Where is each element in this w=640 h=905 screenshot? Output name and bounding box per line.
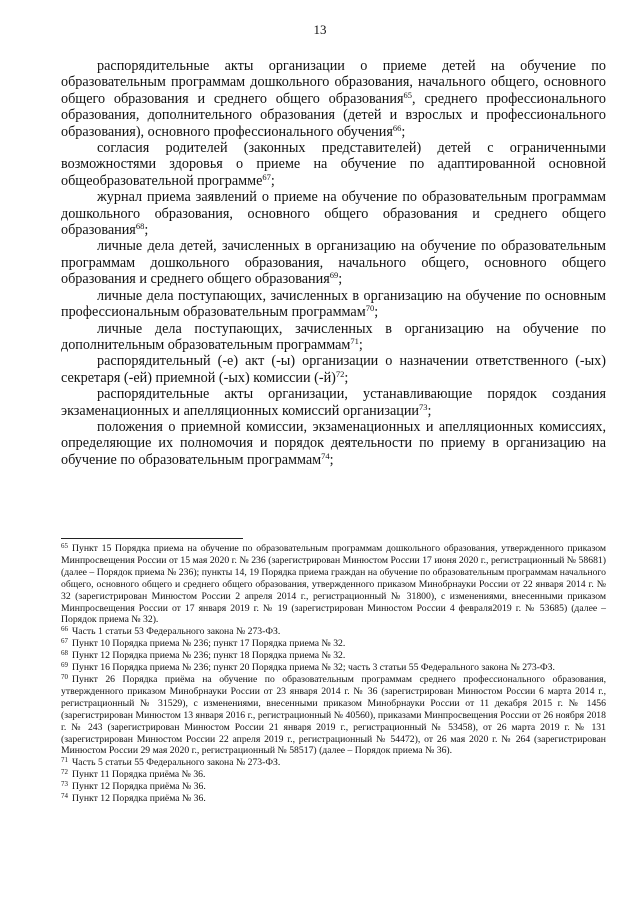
footnote-mark: 68 bbox=[61, 649, 68, 658]
footnote: $^{71}$ Часть 5 статьи 55 Федерального закона № 273-ФЗ. bbox=[61, 756, 281, 769]
footnote-ref: 67 bbox=[262, 171, 271, 182]
paragraph: распорядительный (-е) акт (-ы) организации о назначении ответственного (-ых) секретаря (-ей) приемной (-ых) комиссии $(-й)^{72}$; bbox=[61, 353, 606, 386]
paragraph: личные дела детей, зачисленных в организацию на обучение по образовательным программам дошкольного образования, начального общего, основного общего образования и среднего общего образования$^{69}$; bbox=[61, 238, 606, 288]
footnote-mark: 71 bbox=[61, 756, 68, 765]
footnote-mark: 66 bbox=[61, 625, 68, 634]
paragraph: журнал приема заявлений о приеме на обучение по образовательным программам дошкольного образования, основного общего образования и среднего общего образования$^{68}$; bbox=[61, 189, 606, 239]
footnote: $^{70}$ Пункт 26 Порядка приёма на обучение по образовательным программам среднего профессионального образования, утвержденного приказом Минобрнауки России от 23 января 2014 г. № 36 (зарегистрирован Минюстом России 6 марта 2014 г., регистрационный № 31529), с изменениями, внесенными приказом Минобрнауки России от 11 декабря 2015 г. № 1456 (зарегистрирован Минюстом 13 января 2016 г., регистрационный № 40560), приказами Минпросвещения России от 26 ноября 2018 г. № 243 (зарегистрирован Минюстом России 21 января 2019 г., регистрационный № 53458), от 26 марта 2019 г. № 131 (зарегистрирован Минюстом России 22 апреля 2019 г., регистрационный № 54472), от 26 мая 2020 г. № 264 (зарегистрирован Минюстом России 29 мая 2020 г., регистрационный № 58517) (далее – Порядок приема № 36). bbox=[61, 672, 606, 757]
footnote: $^{72}$ Пункт 11 Порядка приёма № 36. bbox=[61, 768, 206, 781]
footnote-mark: 65 bbox=[61, 542, 68, 550]
footnote: $^{67}$ Пункт 10 Порядка приема № 236; пункт 17 Порядка приема № 32. bbox=[61, 637, 346, 650]
page-number: 13 bbox=[313, 22, 327, 37]
footnote: $^{73}$ Пункт 12 Порядка приёма № 36. bbox=[61, 780, 206, 793]
footnote: $^{66}$ Часть 1 статьи 53 Федерального закона № 273-ФЗ. bbox=[61, 625, 281, 638]
footnote: $^{68}$ Пункт 12 Порядка приема № 236; пункт 18 Порядка приема № 32. bbox=[61, 649, 346, 662]
footnote-mark: 73 bbox=[61, 780, 68, 789]
footnote: $^{65}$ Пункт 15 Порядка приема на обучение по образовательным программам дошкольного образования, утвержденного приказом Минпросвещения России от 15 мая 2020 г. № 236 (зарегистрирован Минюстом России 17 июня 2020 г., регистрационный № 58681) (далее – Порядок приема № 236); пункты 14, 19 Порядка приема граждан на обучение по образовательным программам начального общего, основного общего и среднего общего образования, утвержденного приказом Минобрнауки России от 22 января 2014 г. № 32 (зарегистрирован Минюстом России 2 апреля 2014 г., регистрационный № 31800), с изменениями, внесенными приказом Минпросвещения России от 17 января 2019 г. № 19 (зарегистрирован Минюстом России 4 февраля2019 г. № 53685) (далее – Порядок приема № 32). bbox=[61, 542, 606, 626]
footnote-ref: 70 bbox=[365, 303, 375, 314]
footnote-ref: 68 bbox=[135, 221, 145, 232]
footnote-mark: 70 bbox=[61, 672, 68, 681]
footnote: $^{74}$ Пункт 12 Порядка приёма № 36. bbox=[61, 792, 206, 805]
footnote-mark: 69 bbox=[61, 661, 68, 670]
paragraph: распорядительные акты организации, устанавливающие порядок создания экзаменационных и апелляционных комиссий организации$^{73}$; bbox=[61, 386, 606, 419]
footnote-ref: 71 bbox=[350, 335, 359, 346]
paragraph: распорядительные акты организации о приеме детей на обучение по образовательным программам дошкольного образования, начального общего, основного общего образования и среднего общего образования$^{65}$, среднего профессионального образования, дополнительного образования (детей и взрослых и профессионального образования), основного профессионального обучения$^{66}$; bbox=[61, 58, 606, 140]
footnotes bbox=[61, 543, 606, 805]
footnote-ref: 65 bbox=[403, 89, 413, 100]
footnote-ref: 69 bbox=[329, 270, 339, 281]
footnote: $^{69}$ Пункт 16 Порядка приема № 236; пункт 20 Порядка приема № 32; часть 3 статьи 55 Федерального закона № 273-ФЗ. bbox=[61, 661, 555, 674]
footnote-ref: 73 bbox=[419, 401, 428, 412]
footnote-mark: 67 bbox=[61, 637, 68, 646]
paragraph: личные дела поступающих, зачисленных в организацию на обучение по основным профессиональным образовательным программам$^{70}$; bbox=[61, 287, 606, 321]
paragraph: согласия родителей (законных представителей) детей с ограниченными возможностями здоровья о приеме на обучение по адаптированной основной общеобразовательной программе$^{67}$; bbox=[61, 140, 606, 189]
footnote-ref: 72 bbox=[335, 368, 345, 379]
footnote-ref: 74 bbox=[321, 450, 330, 461]
paragraph: личные дела поступающих, зачисленных в организацию на обучение по дополнительным образовательным программам$^{71}$; bbox=[61, 320, 606, 353]
footnote-ref: 66 bbox=[392, 122, 402, 133]
paragraph: положения о приемной комиссии, экзаменационных и апелляционных комиссиях, определяющие их полномочия и порядок деятельности по приему в организацию на обучение по образовательным программам$^{74}$; bbox=[61, 418, 606, 468]
footnote-separator bbox=[61, 538, 243, 539]
body-text bbox=[61, 58, 606, 468]
footnote-mark: 72 bbox=[61, 768, 68, 777]
footnote-mark: 74 bbox=[61, 792, 68, 801]
